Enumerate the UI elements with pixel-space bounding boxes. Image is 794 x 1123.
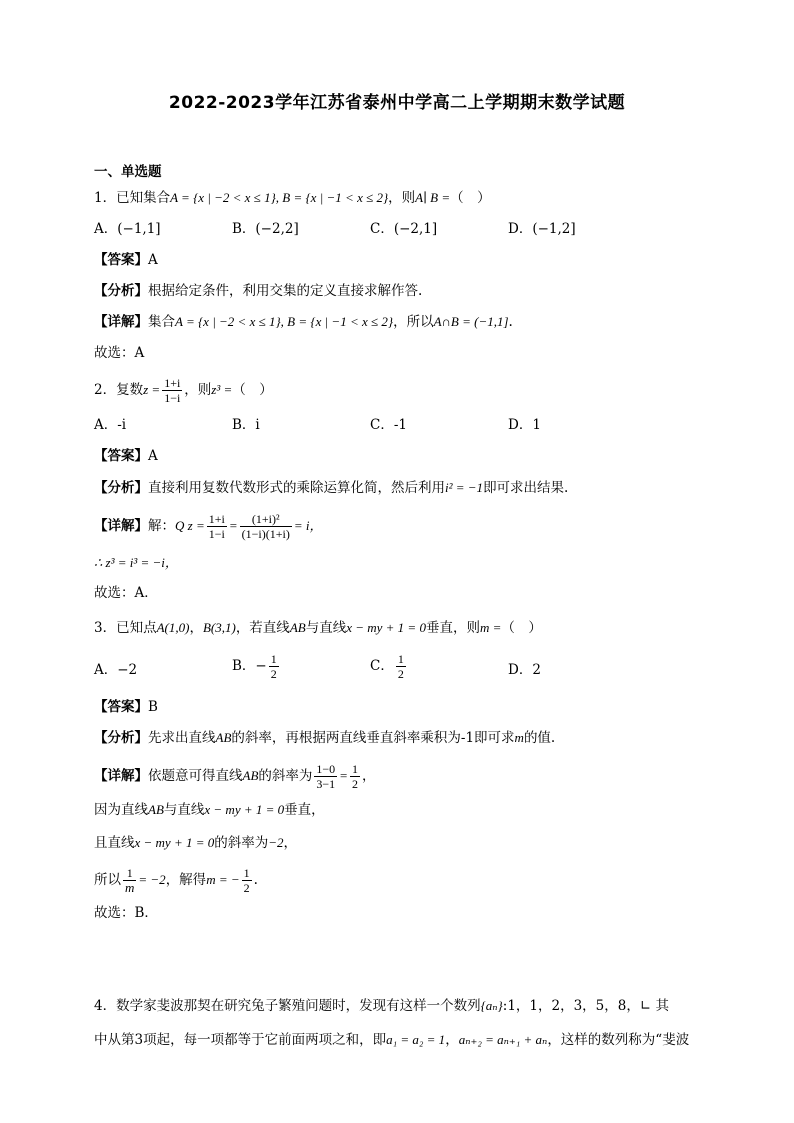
q1-stem: 1．已知集合A = {x | −2 < x ≤ 1}, B = {x | −1 < x ≤ 2}，则A∣ B =（ ） — [94, 190, 491, 206]
q3-answer: 【答案】B — [94, 699, 158, 715]
q3-option-b: B．− $\frac{1}{2}$ — [232, 652, 277, 681]
q4-stem-line-1: 4．数学家斐波那契在研究兔子繁殖问题时，发现有这样一个数列{aₙ}:1，1，2，3，5，8，∟ 其 — [94, 998, 669, 1014]
q2-option-a: A．-i — [94, 417, 127, 433]
q1-choose: 故选：A — [94, 345, 145, 361]
q1-analysis: 【分析】根据给定条件，利用交集的定义直接求解作答. — [94, 283, 423, 299]
q1-detail: 【详解】集合A = {x | −2 < x ≤ 1}, B = {x | −1 < x ≤ 2}，所以A∩B = (−1,1]. — [94, 314, 513, 330]
q3-stem: 3．已知点A(1,0)，B(3,1)，若直线AB与直线x − my + 1 = 0垂直，则m =（ ） — [94, 620, 542, 636]
q2-answer: 【答案】A — [94, 448, 158, 464]
q2-detail: 【详解】解：Q z = $\frac{1+i}{1-i}$ = $\frac{\text{(1+i)²}}{(1-i)(1+i)}$ = i， — [94, 512, 323, 541]
q3-analysis: 【分析】先求出直线AB的斜率，再根据两直线垂直斜率乘积为-1即可求m的值. — [94, 730, 556, 746]
q3-detail-line-3: 且直线x − my + 1 = 0的斜率为−2， — [94, 835, 298, 851]
q3-choose: 故选：B． — [94, 905, 158, 921]
q1-answer: 【答案】A — [94, 252, 158, 268]
q2-fraction: $\frac{1+i}{1-i}$ — [164, 376, 181, 405]
q4-stem-line-2: 中从第3项起，每一项都等于它前面两项之和，即a₁ = a₂ = 1，aₙ₊₂ = aₙ₊₁ + aₙ，这样的数列称为“斐波 — [94, 1032, 690, 1048]
q3-detail: 【详解】依题意可得直线AB的斜率为 $\frac{1-0}{3-1}$ = $\frac{1}{2}$ ， — [94, 762, 376, 791]
q3-detail-line-4: 所以 $\frac{1}{m}$ = −2，解得m = − $\frac{1}{2}$ . — [94, 866, 258, 895]
q1-option-d: D．(−1,2] — [508, 221, 576, 237]
q3-option-d: D．2 — [508, 662, 541, 678]
q3-option-c: C． $\frac{1}{2}$ — [370, 652, 404, 681]
q2-option-b: B．i — [232, 417, 260, 433]
section-heading: 一、单选题 — [94, 164, 162, 180]
q3-detail-line-2: 因为直线AB与直线x − my + 1 = 0垂直， — [94, 802, 325, 818]
q1-option-b: B．(−2,2] — [232, 221, 299, 237]
q2-stem: 2．复数z = $\frac{1+i}{1-i}$ ，则z³ =（ ） — [94, 376, 273, 405]
q2-analysis: 【分析】直接利用复数代数形式的乘除运算化简，然后利用i² = −1即可求出结果. — [94, 480, 569, 496]
q2-option-c: C．-1 — [370, 417, 407, 433]
document-title: 2022-2023学年江苏省泰州中学高二上学期期末数学试题 — [168, 93, 626, 113]
q1-option-c: C．(−2,1] — [370, 221, 438, 237]
q2-option-d: D．1 — [508, 417, 541, 433]
q2-therefore: ∴ z³ = i³ = −i， — [94, 555, 178, 570]
q3-option-a: A．−2 — [94, 662, 138, 678]
q2-choose: 故选：A． — [94, 585, 158, 601]
q1-option-a: A．(−1,1] — [94, 221, 161, 237]
